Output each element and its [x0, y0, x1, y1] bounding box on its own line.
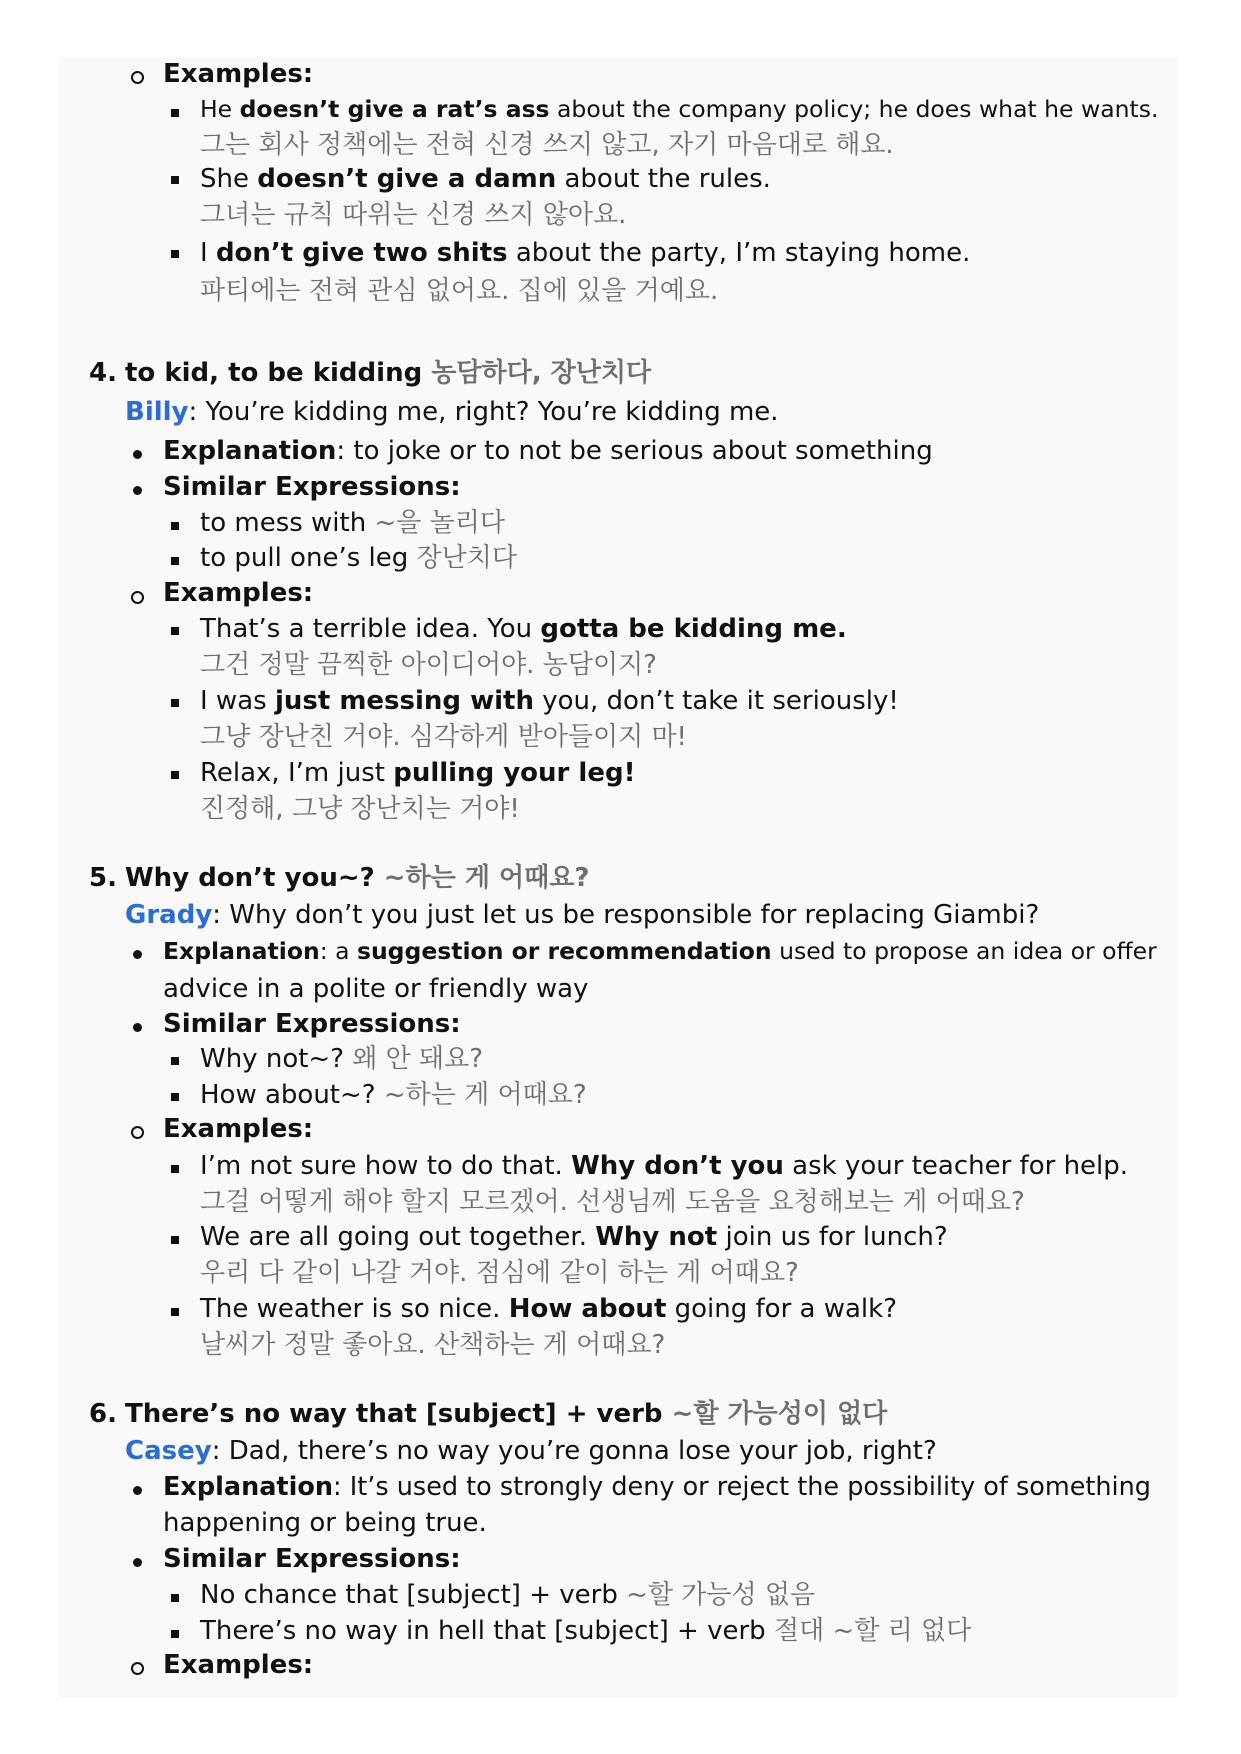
square-bullet-icon [171, 771, 179, 779]
similar-expressions-label: Similar Expressions: [163, 472, 461, 502]
explanation: Explanation: to joke or to not be serious about something [163, 436, 933, 466]
circle-bullet-icon [131, 1126, 144, 1139]
square-bullet-icon [171, 1594, 179, 1602]
example-translation: 그냥 장난친 거야. 심각하게 받아들이지 마! [200, 722, 687, 752]
explanation-continued: happening or being true. [163, 1508, 487, 1538]
examples-label: Examples: [163, 1114, 314, 1144]
disc-bullet-icon [133, 1558, 142, 1567]
example-sentence: I don’t give two shits about the party, I’m staying home. [200, 238, 971, 268]
example-translation: 파티에는 전혀 관심 없어요. 집에 있을 거예요. [200, 276, 719, 306]
similar-expressions-label: Similar Expressions: [163, 1009, 461, 1039]
circle-bullet-icon [131, 591, 144, 604]
square-bullet-icon [171, 1236, 179, 1244]
example-sentence: I was just messing with you, don’t take it seriously! [200, 686, 899, 716]
example-translation: 그는 회사 정책에는 전혀 신경 쓰지 않고, 자기 마음대로 해요. [200, 130, 894, 160]
square-bullet-icon [171, 1630, 179, 1638]
dialogue-line: Casey: Dad, there’s no way you’re gonna lose your job, right? [125, 1436, 937, 1466]
square-bullet-icon [171, 557, 179, 565]
example-sentence: The weather is so nice. How about going for a walk? [200, 1294, 898, 1324]
example-translation: 그걸 어떻게 해야 할지 모르겠어. 선생님께 도움을 요청해보는 게 어때요? [200, 1187, 1025, 1217]
disc-bullet-icon [133, 450, 142, 459]
example-sentence: That’s a terrible idea. You gotta be kidding me. [200, 614, 847, 644]
example-translation: 그녀는 규칙 따위는 신경 쓰지 않아요. [200, 200, 627, 230]
example-sentence: I’m not sure how to do that. Why don’t you ask your teacher for help. [200, 1151, 1129, 1181]
square-bullet-icon [171, 627, 179, 635]
dialogue-line: Grady: Why don’t you just let us be responsible for replacing Giambi? [125, 900, 1040, 930]
examples-label: Examples: [163, 578, 314, 608]
section-heading: 4. to kid, to be kidding 농담하다, 장난치다 [89, 358, 652, 388]
square-bullet-icon [171, 250, 179, 258]
example-translation: 날씨가 정말 좋아요. 산책하는 게 어때요? [200, 1330, 666, 1360]
square-bullet-icon [171, 1057, 179, 1065]
square-bullet-icon [171, 699, 179, 707]
similar-expression: to mess with ~을 놀리다 [200, 508, 505, 538]
circle-bullet-icon [131, 1662, 144, 1675]
similar-expression: How about~? ~하는 게 어때요? [200, 1080, 587, 1110]
examples-label: Examples: [163, 1650, 314, 1680]
explanation: Explanation: It’s used to strongly deny or reject the possibility of something [163, 1472, 1151, 1502]
examples-label: Examples: [163, 59, 314, 89]
explanation: Explanation: a suggestion or recommendation used to propose an idea or offer [163, 937, 1157, 965]
square-bullet-icon [171, 176, 179, 184]
similar-expression: There’s no way in hell that [subject] + verb 절대 ~할 리 없다 [200, 1616, 972, 1646]
section-heading: 5. Why don’t you~? ~하는 게 어때요? [89, 863, 590, 893]
similar-expressions-label: Similar Expressions: [163, 1544, 461, 1574]
square-bullet-icon [171, 1165, 179, 1173]
square-bullet-icon [171, 522, 179, 530]
explanation-continued: advice in a polite or friendly way [163, 974, 589, 1004]
similar-expression: to pull one’s leg 장난치다 [200, 543, 517, 573]
disc-bullet-icon [133, 486, 142, 495]
disc-bullet-icon [133, 950, 142, 959]
example-sentence: We are all going out together. Why not join us for lunch? [200, 1222, 948, 1252]
example-translation: 진정해, 그냥 장난치는 거야! [200, 794, 520, 824]
disc-bullet-icon [133, 1486, 142, 1495]
square-bullet-icon [171, 1308, 179, 1316]
circle-bullet-icon [131, 71, 144, 84]
similar-expression: No chance that [subject] + verb ~할 가능성 없음 [200, 1580, 816, 1610]
example-sentence: She doesn’t give a damn about the rules. [200, 164, 771, 194]
similar-expression: Why not~? 왜 안 돼요? [200, 1044, 484, 1074]
square-bullet-icon [171, 1093, 179, 1101]
example-sentence: Relax, I’m just pulling your leg! [200, 758, 636, 788]
example-translation: 그건 정말 끔찍한 아이디어야. 농담이지? [200, 650, 657, 680]
example-sentence: He doesn’t give a rat’s ass about the company policy; he does what he wants. [200, 95, 1159, 123]
square-bullet-icon [171, 109, 179, 117]
example-translation: 우리 다 같이 나갈 거야. 점심에 같이 하는 게 어때요? [200, 1258, 799, 1288]
dialogue-line: Billy: You’re kidding me, right? You’re kidding me. [125, 397, 779, 427]
section-heading: 6. There’s no way that [subject] + verb ~할 가능성이 없다 [89, 1399, 888, 1429]
disc-bullet-icon [133, 1023, 142, 1032]
